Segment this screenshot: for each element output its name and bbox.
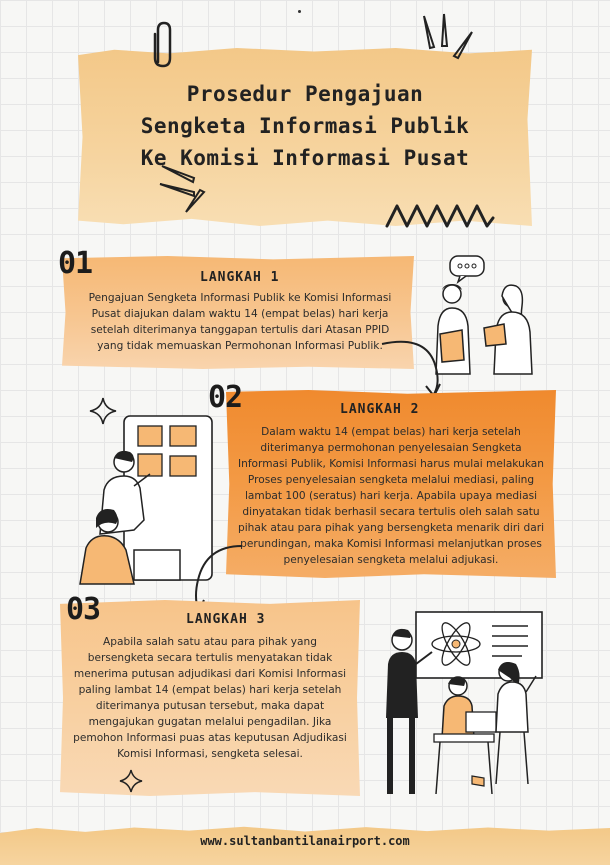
sparkle-lines-icon	[420, 10, 480, 60]
step-1-text: Pengajuan Sengketa Informasi Publik ke Komisi Informasi Pusat diajukan dalam waktu 14 (empat belas) hari kerja setelah diterimanya tanggapan tertulis dari Atasan PPID yang tidak memuaskan Permohonan Informasi Publik.	[88, 292, 392, 352]
classroom-illustration	[376, 608, 546, 798]
step-2-heading: LANGKAH 2	[340, 402, 420, 417]
step-3-number: 03	[66, 592, 101, 627]
step-1-heading: LANGKAH 1	[200, 270, 280, 285]
title-line-1: Prosedur Pengajuan	[186, 82, 424, 106]
page-title	[100, 78, 510, 174]
step-2-number: 02	[208, 380, 243, 415]
footer-url: www.sultanbantilanairport.com	[200, 834, 410, 848]
step-1-number: 01	[58, 246, 93, 281]
step-2-text: Dalam waktu 14 (empat belas) hari kerja setelah diterimanya permohonan penyelesaian Sengketa Informasi Publik, Komisi Informasi harus mulai melakukan Proses penyelesaian sengketa melalui mediasi, paling lambat 100 (seratus) hari kerja. Apabila upaya mediasi dinyatakan tidak berhasil secara tertulis oleh salah satu pihak atau para pihak yang bersengketa menarik diri dari perundingan, maka Komisi Informasi melanjutkan proses penyelesaian sengketa melalui adjukasi.	[237, 426, 545, 566]
step-3-text: Apabila salah satu atau para pihak yang bersengketa secara tertulis menyatakan tidak menerima putusan adjudikasi dari Komisi Informasi paling lambat 14 (empat belas) hari kerja setelah diterimanya putusan tersebut, maka dapat mengajukan gugatan melalui pengadilan. Jika pemohon Informasi puas atas keputusan Adjudikasi Komisi Informasi, sengketa selesai.	[73, 636, 347, 760]
chat-bubble-icon	[450, 256, 484, 276]
top-dot	[298, 10, 301, 13]
title-line-2: Sengketa Informasi Publik	[140, 114, 470, 138]
zigzag-icon	[385, 200, 495, 232]
paperclip-icon	[148, 20, 178, 70]
step-3-heading: LANGKAH 3	[186, 612, 266, 627]
title-line-3: Ke Komisi Informasi Pusat	[140, 146, 470, 170]
sparkle-icon	[118, 768, 144, 794]
